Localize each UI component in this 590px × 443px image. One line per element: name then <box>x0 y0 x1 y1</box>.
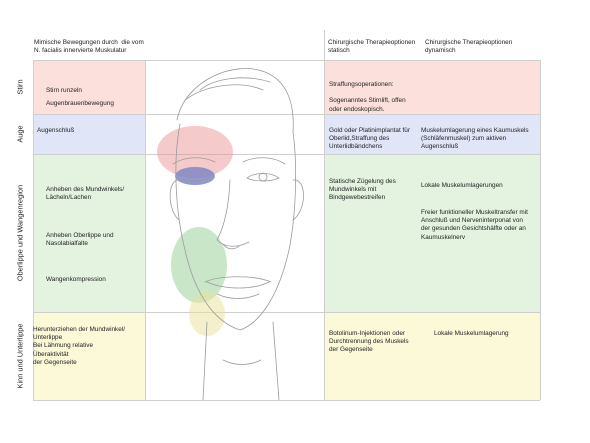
dynamic-wange-lokal: Lokale Muskelumlagerungen <box>421 182 503 189</box>
movement-augenbrauen: Augenbrauenbewegung <box>46 100 114 107</box>
dynamic-auge: Muskelumlagerung eines Kaumuskels (Schläfenmuskel) zum aktiven Augenschluß <box>421 127 529 151</box>
static-kinn: Botolinum-Injektionen oder Durchtrennung des Muskels der Gegenseite <box>329 330 409 354</box>
face-sketch <box>145 60 324 400</box>
cheek-region-overlay <box>171 227 227 303</box>
eye-region-overlay <box>175 167 215 185</box>
movement-oberlippe: Anheben Oberlippe und Nasolabialfalte <box>46 232 114 248</box>
dynamic-kinn: Lokale Muskelumlagerung <box>434 330 509 337</box>
header-muscles: Mimische Bewegungen durch die vom N. facialis innervierte Muskulatur <box>34 39 144 54</box>
movement-stirn-runzeln: Stirn runzeln <box>46 87 82 94</box>
static-stirn: Straffungsoperationen: Sogenanntes Stirnlift, offen oder endoskopisch. <box>329 81 406 113</box>
header-static-therapy: Chirurgische Therapieoptionen statisch <box>328 39 416 54</box>
movement-wangenkompression: Wangenkompression <box>46 276 106 283</box>
dynamic-wange-transfer: Freier funktioneller Muskeltransfer mit Anschluß und Nerveninterponat von der gesunden Gesichtshälfte oder an Kaumuskelnerv <box>421 209 528 241</box>
movement-kinn: Herunterziehen der Mundwinkel/ Unterlippe Bei Lähmung relative Überaktivität der Gegenseite <box>33 326 126 366</box>
header-dynamic-therapy: Chirurgische Therapieoptionen dynamisch <box>425 39 513 54</box>
static-auge: Gold oder Platinimplantat für Oberlid,Straffung des Unterlidbändchens <box>329 127 410 151</box>
movement-augenschluss: Augenschluß <box>37 127 75 134</box>
movement-mundwinkel: Anheben des Mundwinkels/ Lächeln/Lachen <box>46 186 125 202</box>
static-wange: Statische Zügelung des Mundwinkels mit Bindgewebestreifen <box>329 178 396 202</box>
